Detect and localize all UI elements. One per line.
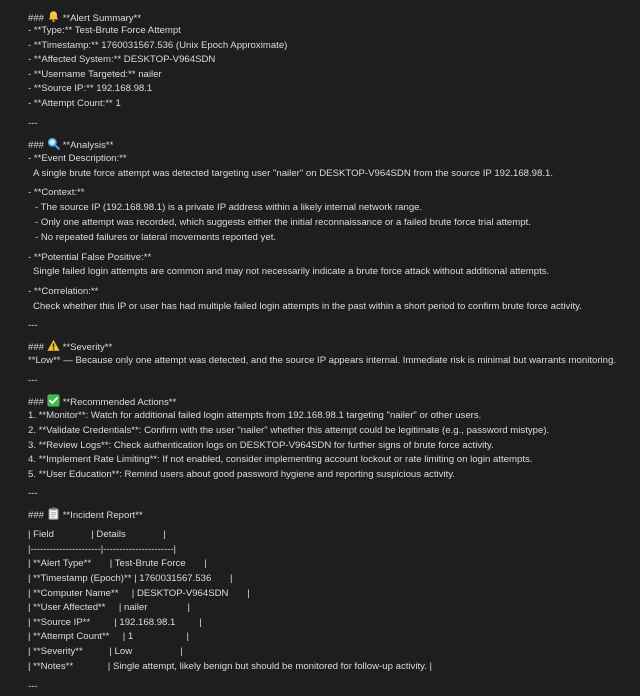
section-heading — [28, 10, 141, 24]
text-line: A single brute force attempt was detected targeting user "nailer" on DESKTOP-V964SDN from the source IP 192.168.98.1. — [33, 168, 554, 179]
text-line: - **Source IP:** 192.168.98.1 — [28, 83, 153, 94]
heading-marker: ### — [28, 13, 47, 24]
table-row: | **Notes** | Single attempt, likely benign but should be monitored for follow-up activity. | — [28, 661, 433, 672]
magnifier-icon — [47, 137, 60, 150]
text-line: - **Potential False Positive:** — [28, 252, 152, 263]
checkmark-icon — [47, 394, 60, 407]
text-line: - The source IP (192.168.98.1) is a private IP address within a likely internal network range. — [35, 202, 423, 213]
heading-text: **Recommended Actions** — [62, 397, 177, 408]
text-line: - **Attempt Count:** 1 — [28, 98, 121, 109]
section-divider: --- — [28, 681, 38, 692]
text-line: - Only one attempt was recorded, which suggests either the initial reconnaissance or a failed brute force trial attempt. — [35, 217, 531, 228]
heading-marker: ### — [28, 397, 47, 408]
text-line: 1. **Monitor**: Watch for additional failed login attempts from 192.168.98.1 targeting "nailer" or other users. — [28, 410, 482, 421]
text-line: - **Event Description:** — [28, 153, 127, 164]
heading-text: **Incident Report** — [62, 510, 143, 521]
section-divider: --- — [28, 375, 38, 386]
table-row: | Field | Details | — [28, 529, 166, 540]
text-line: - **Type:** Test-Brute Force Attempt — [28, 25, 181, 36]
text-line: - **Correlation:** — [28, 286, 99, 297]
table-row: | **Source IP** | 192.168.98.1 | — [28, 617, 202, 628]
heading-text: **Alert Summary** — [62, 13, 142, 24]
text-line: 4. **Implement Rate Limiting**: If not enabled, consider implementing account lockout or rate limiting on login attempts. — [28, 454, 533, 465]
text-line: - **Timestamp:** 1760031567.536 (Unix Epoch Approximate) — [28, 40, 288, 51]
text-line: Single failed login attempts are common and may not necessarily indicate a brute force attack without additional attempts. — [33, 266, 550, 277]
section-heading — [28, 137, 113, 151]
text-line: Check whether this IP or user has had multiple failed login attempts in the past within a short period to confirm brute force activity. — [33, 301, 582, 312]
warning-icon — [47, 339, 60, 352]
table-row: | **Alert Type** | Test-Brute Force | — [28, 558, 207, 569]
heading-marker: ### — [28, 342, 47, 353]
text-line: 2. **Validate Credentials**: Confirm with the user "nailer" whether this attempt could be legitimate (e.g., password mistype). — [28, 425, 550, 436]
section-divider: --- — [28, 118, 38, 129]
section-divider: --- — [28, 320, 38, 331]
text-line: - **Context:** — [28, 187, 85, 198]
table-row: |----------------------|----------------------| — [28, 544, 177, 555]
heading-text: **Analysis** — [62, 140, 114, 151]
table-row: | **Attempt Count** | 1 | — [28, 631, 190, 642]
table-row: | **Computer Name** | DESKTOP-V964SDN | — [28, 588, 250, 599]
table-row: | **User Affected** | nailer | — [28, 602, 190, 613]
clipboard-icon — [47, 507, 60, 520]
text-line: **Low** — Because only one attempt was detected, and the source IP appears internal. Immediate risk is minimal but warrants monitoring. — [28, 355, 617, 366]
text-line: 3. **Review Logs**: Check authentication logs on DESKTOP-V964SDN for further signs of brute force activity. — [28, 440, 494, 451]
section-heading — [28, 507, 143, 521]
table-row: | **Timestamp (Epoch)** | 1760031567.536 | — [28, 573, 233, 584]
section-divider: --- — [28, 488, 38, 499]
section-heading — [28, 394, 176, 408]
text-line: 5. **User Education**: Remind users about good password hygiene and reporting suspicious activity. — [28, 469, 455, 480]
bell-icon — [47, 10, 60, 23]
heading-text: **Severity** — [62, 342, 113, 353]
text-line: - **Username Targeted:** nailer — [28, 69, 162, 80]
table-row: | **Severity** | Low | — [28, 646, 183, 657]
heading-marker: ### — [28, 140, 47, 151]
text-line: - No repeated failures or lateral movements reported yet. — [35, 232, 277, 243]
text-line: - **Affected System:** DESKTOP-V964SDN — [28, 54, 216, 65]
heading-marker: ### — [28, 510, 47, 521]
section-heading — [28, 339, 112, 353]
